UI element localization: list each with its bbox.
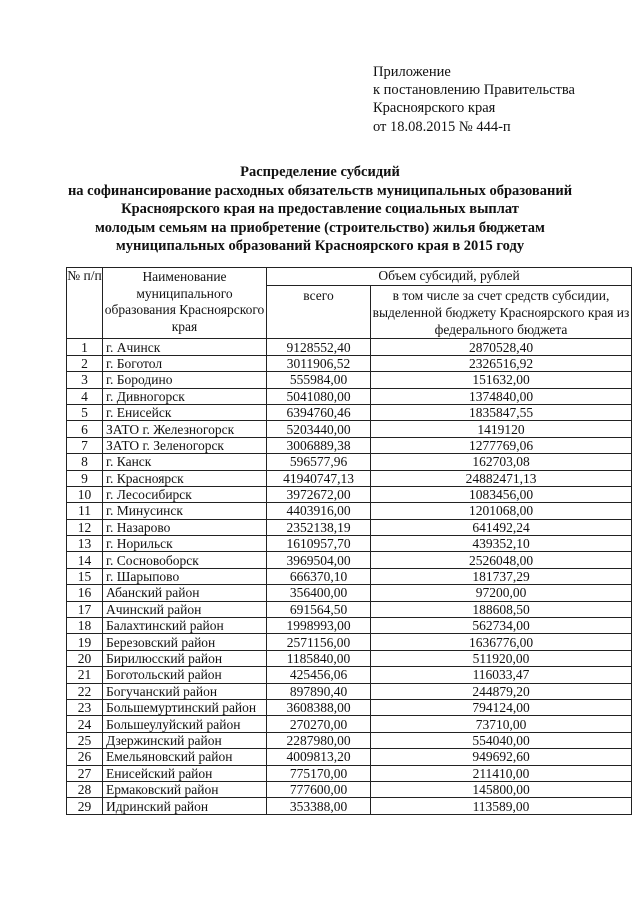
subsidy-total: 1185840,00	[267, 650, 371, 666]
subsidy-federal: 188608,50	[371, 601, 632, 617]
subsidy-total: 5203440,00	[267, 421, 371, 437]
table-row	[67, 568, 632, 584]
subsidy-table	[66, 267, 632, 815]
row-number: 14	[67, 552, 103, 568]
subsidy-federal: 24882471,13	[371, 470, 632, 486]
municipality-name: Балахтинский район	[103, 618, 267, 634]
subsidy-total: 2287980,00	[267, 732, 371, 748]
municipality-name: Идринский район	[103, 798, 267, 814]
subsidy-total: 1998993,00	[267, 618, 371, 634]
subsidy-federal: 1083456,00	[371, 486, 632, 502]
municipality-name: Абанский район	[103, 585, 267, 601]
row-number: 21	[67, 667, 103, 683]
row-number: 2	[67, 355, 103, 371]
table-row	[67, 601, 632, 617]
subsidy-total: 3011906,52	[267, 355, 371, 371]
subsidy-federal: 554040,00	[371, 732, 632, 748]
subsidy-total: 3969504,00	[267, 552, 371, 568]
subsidy-federal: 2870528,40	[371, 339, 632, 355]
municipality-name: г. Дивногорск	[103, 388, 267, 404]
title-line: Распределение субсидий	[240, 164, 400, 180]
subsidy-total: 2571156,00	[267, 634, 371, 650]
row-number: 18	[67, 618, 103, 634]
subsidy-total: 691564,50	[267, 601, 371, 617]
subsidy-total: 596577,96	[267, 454, 371, 470]
subsidy-total: 666370,10	[267, 568, 371, 584]
subsidy-federal: 641492,24	[371, 519, 632, 535]
subsidy-federal: 1419120	[371, 421, 632, 437]
title-line: Красноярского края на предоставление социальных выплат	[121, 201, 519, 217]
row-number: 7	[67, 437, 103, 453]
subsidy-total: 775170,00	[267, 765, 371, 781]
municipality-name: Богучанский район	[103, 683, 267, 699]
table-row	[67, 716, 632, 732]
subsidy-total: 3608388,00	[267, 699, 371, 715]
municipality-name: г. Боготол	[103, 355, 267, 371]
subsidy-federal: 116033,47	[371, 667, 632, 683]
document-title	[40, 163, 600, 256]
subsidy-total: 2352138,19	[267, 519, 371, 535]
municipality-name: Бирилюсский район	[103, 650, 267, 666]
row-number: 3	[67, 372, 103, 388]
municipality-name: Енисейский район	[103, 765, 267, 781]
header-total: всего	[267, 286, 371, 339]
subsidy-federal: 2526048,00	[371, 552, 632, 568]
subsidy-total: 3972672,00	[267, 486, 371, 502]
municipality-name: г. Канск	[103, 454, 267, 470]
table-row	[67, 749, 632, 765]
municipality-name: г. Норильск	[103, 536, 267, 552]
title-line: молодым семьям на приобретение (строительство) жилья бюджетам	[95, 219, 545, 236]
subsidy-federal: 1201068,00	[371, 503, 632, 519]
subsidy-federal: 2326516,92	[371, 355, 632, 371]
municipality-name: г. Назарово	[103, 519, 267, 535]
table-row	[67, 781, 632, 797]
row-number: 8	[67, 454, 103, 470]
row-number: 10	[67, 486, 103, 502]
subsidy-total: 353388,00	[267, 798, 371, 814]
row-number: 22	[67, 683, 103, 699]
table-row	[67, 437, 632, 453]
subsidy-total: 6394760,46	[267, 404, 371, 420]
subsidy-total: 3006889,38	[267, 437, 371, 453]
subsidy-total: 9128552,40	[267, 339, 371, 355]
table-row	[67, 519, 632, 535]
row-number: 20	[67, 650, 103, 666]
row-number: 6	[67, 421, 103, 437]
table-row	[67, 552, 632, 568]
municipality-name: Емельяновский район	[103, 749, 267, 765]
subsidy-federal: 1374840,00	[371, 388, 632, 404]
table-row	[67, 765, 632, 781]
table-row	[67, 486, 632, 502]
title-line: на софинансирование расходных обязательств муниципальных образований	[67, 182, 573, 199]
header-num: № п/п	[67, 268, 103, 339]
municipality-name: г. Шарыпово	[103, 568, 267, 584]
row-number: 12	[67, 519, 103, 535]
subsidy-total: 270270,00	[267, 716, 371, 732]
row-number: 4	[67, 388, 103, 404]
municipality-name: Дзержинский район	[103, 732, 267, 748]
table-row	[67, 388, 632, 404]
table-row	[67, 503, 632, 519]
row-number: 28	[67, 781, 103, 797]
row-number: 5	[67, 404, 103, 420]
row-number: 24	[67, 716, 103, 732]
header-volume: Объем субсидий, рублей	[267, 268, 632, 286]
municipality-name: Ачинский район	[103, 601, 267, 617]
appendix-block	[373, 63, 575, 136]
subsidy-federal: 1636776,00	[371, 634, 632, 650]
municipality-name: г. Красноярск	[103, 470, 267, 486]
subsidy-federal: 113589,00	[371, 798, 632, 814]
subsidy-federal: 439352,10	[371, 536, 632, 552]
municipality-name: г. Сосновоборск	[103, 552, 267, 568]
row-number: 15	[67, 568, 103, 584]
row-number: 25	[67, 732, 103, 748]
subsidy-total: 4403916,00	[267, 503, 371, 519]
subsidy-federal: 211410,00	[371, 765, 632, 781]
subsidy-federal: 145800,00	[371, 781, 632, 797]
municipality-name: г. Енисейск	[103, 404, 267, 420]
title-line: муниципальных образований Красноярского края в 2015 году	[115, 238, 525, 254]
table-row	[67, 798, 632, 814]
municipality-name: г. Минусинск	[103, 503, 267, 519]
municipality-name: Березовский район	[103, 634, 267, 650]
subsidy-federal: 244879,20	[371, 683, 632, 699]
municipality-name: г. Ачинск	[103, 339, 267, 355]
municipality-name: Ермаковский район	[103, 781, 267, 797]
municipality-name: г. Лесосибирск	[103, 486, 267, 502]
row-number: 26	[67, 749, 103, 765]
row-number: 13	[67, 536, 103, 552]
subsidy-federal: 97200,00	[371, 585, 632, 601]
municipality-name: Большемуртинский район	[103, 699, 267, 715]
subsidy-total: 425456,06	[267, 667, 371, 683]
table-row	[67, 536, 632, 552]
row-number: 29	[67, 798, 103, 814]
subsidy-federal: 1835847,55	[371, 404, 632, 420]
table-row	[67, 618, 632, 634]
table-row	[67, 634, 632, 650]
row-number: 1	[67, 339, 103, 355]
table-row	[67, 667, 632, 683]
table-row	[67, 421, 632, 437]
row-number: 27	[67, 765, 103, 781]
table-row	[67, 732, 632, 748]
table-row	[67, 650, 632, 666]
row-number: 17	[67, 601, 103, 617]
subsidy-federal: 511920,00	[371, 650, 632, 666]
subsidy-total: 897890,40	[267, 683, 371, 699]
subsidy-total: 356400,00	[267, 585, 371, 601]
subsidy-federal: 162703,08	[371, 454, 632, 470]
table-row	[67, 683, 632, 699]
appendix-line: от 18.08.2015 № 444-п	[373, 118, 511, 135]
table-row	[67, 355, 632, 371]
subsidy-federal: 73710,00	[371, 716, 632, 732]
municipality-name: ЗАТО г. Зеленогорск	[103, 437, 267, 453]
subsidy-total: 5041080,00	[267, 388, 371, 404]
table-row	[67, 372, 632, 388]
municipality-name: г. Бородино	[103, 372, 267, 388]
subsidy-federal: 1277769,06	[371, 437, 632, 453]
table-row	[67, 699, 632, 715]
subsidy-total: 4009813,20	[267, 749, 371, 765]
row-number: 16	[67, 585, 103, 601]
subsidy-federal: 794124,00	[371, 699, 632, 715]
subsidy-federal: 949692,60	[371, 749, 632, 765]
appendix-line: Приложение	[373, 64, 451, 80]
header-name: Наименование муниципального образования Красноярского края	[103, 268, 267, 339]
table-row	[67, 585, 632, 601]
subsidy-total: 555984,00	[267, 372, 371, 388]
row-number: 9	[67, 470, 103, 486]
row-number: 23	[67, 699, 103, 715]
header-fed: в том числе за счет средств субсидии, выделенной бюджету Красноярского края из федерального бюджета	[371, 286, 632, 339]
subsidy-federal: 151632,00	[371, 372, 632, 388]
subsidy-total: 41940747,13	[267, 470, 371, 486]
row-number: 19	[67, 634, 103, 650]
row-number: 11	[67, 503, 103, 519]
table-row	[67, 470, 632, 486]
appendix-line: Красноярского края	[373, 100, 496, 117]
table-row	[67, 454, 632, 470]
municipality-name: Большеулуйский район	[103, 716, 267, 732]
appendix-line: к постановлению Правительства	[373, 82, 575, 99]
municipality-name: ЗАТО г. Железногорск	[103, 421, 267, 437]
subsidy-federal: 181737,29	[371, 568, 632, 584]
municipality-name: Боготольский район	[103, 667, 267, 683]
subsidy-total: 777600,00	[267, 781, 371, 797]
table-row	[67, 339, 632, 355]
subsidy-total: 1610957,70	[267, 536, 371, 552]
table-row	[67, 404, 632, 420]
subsidy-federal: 562734,00	[371, 618, 632, 634]
